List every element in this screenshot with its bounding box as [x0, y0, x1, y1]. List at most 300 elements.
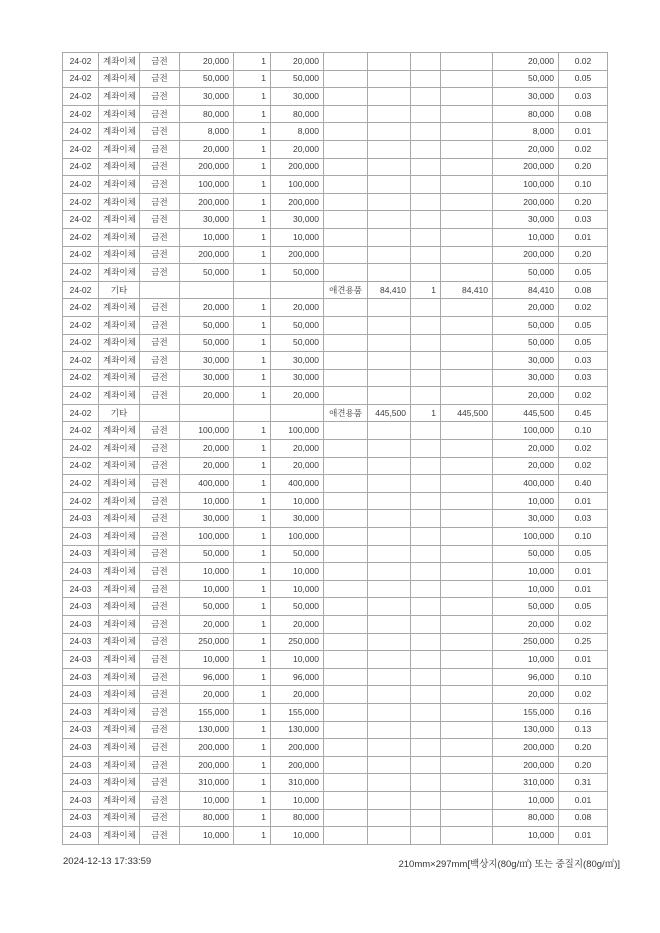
goods-unit-price-cell [368, 721, 411, 739]
month-cell: 24-02 [63, 440, 99, 458]
amount-cell: 30,000 [271, 369, 324, 387]
goods-unit-price-cell [368, 53, 411, 71]
total-amount-cell: 100,000 [493, 176, 559, 194]
unit-price-cell: 10,000 [180, 651, 234, 669]
item-type-cell: 금전 [140, 545, 180, 563]
goods-amount-cell [441, 316, 493, 334]
month-cell: 24-03 [63, 633, 99, 651]
amount-cell: 200,000 [271, 246, 324, 264]
table-row [63, 633, 608, 651]
goods-quantity-cell: 1 [411, 404, 441, 422]
item-type-cell: 금전 [140, 721, 180, 739]
goods-unit-price-cell [368, 299, 411, 317]
ratio-cell: 0.01 [559, 492, 608, 510]
ratio-cell: 0.02 [559, 457, 608, 475]
goods-name-cell [324, 686, 368, 704]
amount-cell: 50,000 [271, 316, 324, 334]
amount-cell: 20,000 [271, 457, 324, 475]
unit-price-cell: 250,000 [180, 633, 234, 651]
total-amount-cell: 200,000 [493, 158, 559, 176]
payment-method-cell: 계좌이체 [99, 440, 140, 458]
amount-cell: 155,000 [271, 703, 324, 721]
payment-method-cell: 계좌이체 [99, 721, 140, 739]
quantity-cell: 1 [234, 211, 271, 229]
quantity-cell: 1 [234, 528, 271, 546]
payment-method-cell: 계좌이체 [99, 176, 140, 194]
goods-name-cell: 애견용품 [324, 281, 368, 299]
table-row [63, 123, 608, 141]
ratio-cell: 0.03 [559, 510, 608, 528]
ratio-cell: 0.02 [559, 616, 608, 634]
item-type-cell: 금전 [140, 440, 180, 458]
total-amount-cell: 20,000 [493, 616, 559, 634]
goods-amount-cell [441, 739, 493, 757]
goods-unit-price-cell [368, 228, 411, 246]
ratio-cell: 0.05 [559, 264, 608, 282]
quantity-cell: 1 [234, 387, 271, 405]
item-type-cell: 금전 [140, 703, 180, 721]
goods-name-cell [324, 316, 368, 334]
item-type-cell: 금전 [140, 264, 180, 282]
goods-name-cell [324, 492, 368, 510]
total-amount-cell: 10,000 [493, 580, 559, 598]
goods-quantity-cell [411, 651, 441, 669]
quantity-cell: 1 [234, 475, 271, 493]
item-type-cell: 금전 [140, 422, 180, 440]
table-row [63, 528, 608, 546]
goods-amount-cell [441, 422, 493, 440]
month-cell: 24-03 [63, 809, 99, 827]
goods-amount-cell [441, 264, 493, 282]
goods-amount-cell [441, 580, 493, 598]
amount-cell: 250,000 [271, 633, 324, 651]
table-row [63, 827, 608, 845]
goods-amount-cell [441, 105, 493, 123]
item-type-cell: 금전 [140, 809, 180, 827]
goods-name-cell [324, 422, 368, 440]
month-cell: 24-02 [63, 123, 99, 141]
table-row [63, 334, 608, 352]
unit-price-cell: 155,000 [180, 703, 234, 721]
goods-unit-price-cell [368, 475, 411, 493]
quantity-cell: 1 [234, 563, 271, 581]
goods-unit-price-cell [368, 651, 411, 669]
goods-name-cell [324, 246, 368, 264]
quantity-cell: 1 [234, 703, 271, 721]
goods-name-cell: 애견용품 [324, 404, 368, 422]
item-type-cell: 금전 [140, 228, 180, 246]
amount-cell: 310,000 [271, 774, 324, 792]
goods-name-cell [324, 545, 368, 563]
unit-price-cell: 200,000 [180, 193, 234, 211]
table-row [63, 703, 608, 721]
total-amount-cell: 155,000 [493, 703, 559, 721]
month-cell: 24-02 [63, 387, 99, 405]
unit-price-cell: 30,000 [180, 369, 234, 387]
ratio-cell: 0.08 [559, 809, 608, 827]
table-row [63, 193, 608, 211]
unit-price-cell: 20,000 [180, 299, 234, 317]
goods-quantity-cell [411, 475, 441, 493]
goods-name-cell [324, 264, 368, 282]
amount-cell: 200,000 [271, 739, 324, 757]
quantity-cell: 1 [234, 580, 271, 598]
quantity-cell: 1 [234, 545, 271, 563]
item-type-cell: 금전 [140, 510, 180, 528]
goods-name-cell [324, 774, 368, 792]
item-type-cell: 금전 [140, 528, 180, 546]
payment-method-cell: 계좌이체 [99, 528, 140, 546]
unit-price-cell: 20,000 [180, 140, 234, 158]
item-type-cell: 금전 [140, 105, 180, 123]
unit-price-cell: 30,000 [180, 211, 234, 229]
quantity-cell: 1 [234, 140, 271, 158]
quantity-cell: 1 [234, 633, 271, 651]
month-cell: 24-02 [63, 140, 99, 158]
quantity-cell: 1 [234, 316, 271, 334]
payment-method-cell: 계좌이체 [99, 140, 140, 158]
quantity-cell: 1 [234, 334, 271, 352]
payment-method-cell: 계좌이체 [99, 510, 140, 528]
unit-price-cell: 20,000 [180, 440, 234, 458]
ratio-cell: 0.01 [559, 563, 608, 581]
item-type-cell: 금전 [140, 457, 180, 475]
goods-quantity-cell [411, 703, 441, 721]
unit-price-cell: 50,000 [180, 545, 234, 563]
goods-amount-cell [441, 528, 493, 546]
table-row [63, 211, 608, 229]
amount-cell: 130,000 [271, 721, 324, 739]
goods-amount-cell [441, 791, 493, 809]
goods-amount-cell [441, 475, 493, 493]
payment-method-cell: 계좌이체 [99, 598, 140, 616]
goods-name-cell [324, 105, 368, 123]
goods-quantity-cell [411, 228, 441, 246]
table-row [63, 686, 608, 704]
amount-cell: 30,000 [271, 352, 324, 370]
unit-price-cell: 200,000 [180, 158, 234, 176]
quantity-cell: 1 [234, 352, 271, 370]
total-amount-cell: 130,000 [493, 721, 559, 739]
month-cell: 24-02 [63, 211, 99, 229]
amount-cell: 20,000 [271, 387, 324, 405]
month-cell: 24-03 [63, 545, 99, 563]
total-amount-cell: 200,000 [493, 739, 559, 757]
amount-cell: 20,000 [271, 53, 324, 71]
goods-unit-price-cell [368, 422, 411, 440]
payment-method-cell: 계좌이체 [99, 88, 140, 106]
total-amount-cell: 20,000 [493, 686, 559, 704]
goods-quantity-cell [411, 721, 441, 739]
ratio-cell: 0.05 [559, 545, 608, 563]
goods-unit-price-cell: 445,500 [368, 404, 411, 422]
goods-quantity-cell [411, 211, 441, 229]
goods-amount-cell [441, 246, 493, 264]
quantity-cell: 1 [234, 492, 271, 510]
goods-unit-price-cell [368, 387, 411, 405]
payment-method-cell: 계좌이체 [99, 193, 140, 211]
paper-spec-label: 210mm×297mm[백상지(80g/㎡) 또는 중질지(80g/㎡)] [398, 859, 620, 870]
unit-price-cell: 10,000 [180, 580, 234, 598]
ratio-cell: 0.13 [559, 721, 608, 739]
quantity-cell: 1 [234, 686, 271, 704]
goods-amount-cell [441, 193, 493, 211]
item-type-cell: 금전 [140, 193, 180, 211]
ratio-cell: 0.08 [559, 281, 608, 299]
unit-price-cell: 400,000 [180, 475, 234, 493]
quantity-cell: 1 [234, 756, 271, 774]
goods-amount-cell [441, 774, 493, 792]
amount-cell: 400,000 [271, 475, 324, 493]
total-amount-cell: 100,000 [493, 528, 559, 546]
item-type-cell: 금전 [140, 158, 180, 176]
ratio-cell: 0.03 [559, 88, 608, 106]
goods-amount-cell [441, 492, 493, 510]
table-row [63, 140, 608, 158]
month-cell: 24-02 [63, 457, 99, 475]
amount-cell: 20,000 [271, 686, 324, 704]
goods-amount-cell [441, 88, 493, 106]
goods-name-cell [324, 334, 368, 352]
month-cell: 24-02 [63, 193, 99, 211]
goods-quantity-cell [411, 176, 441, 194]
item-type-cell: 금전 [140, 123, 180, 141]
table-row [63, 563, 608, 581]
unit-price-cell: 96,000 [180, 668, 234, 686]
total-amount-cell: 10,000 [493, 651, 559, 669]
month-cell: 24-02 [63, 316, 99, 334]
quantity-cell: 1 [234, 88, 271, 106]
goods-name-cell [324, 70, 368, 88]
unit-price-cell: 100,000 [180, 176, 234, 194]
goods-amount-cell [441, 616, 493, 634]
goods-amount-cell [441, 334, 493, 352]
item-type-cell: 금전 [140, 580, 180, 598]
month-cell: 24-03 [63, 686, 99, 704]
goods-name-cell [324, 809, 368, 827]
payment-method-cell: 계좌이체 [99, 703, 140, 721]
goods-name-cell [324, 158, 368, 176]
goods-unit-price-cell [368, 563, 411, 581]
goods-unit-price-cell [368, 545, 411, 563]
goods-unit-price-cell [368, 686, 411, 704]
table-row [63, 440, 608, 458]
quantity-cell [234, 404, 271, 422]
unit-price-cell: 50,000 [180, 598, 234, 616]
unit-price-cell: 310,000 [180, 774, 234, 792]
goods-amount-cell [441, 228, 493, 246]
total-amount-cell: 50,000 [493, 70, 559, 88]
goods-quantity-cell [411, 457, 441, 475]
item-type-cell: 금전 [140, 176, 180, 194]
quantity-cell: 1 [234, 246, 271, 264]
ratio-cell: 0.10 [559, 668, 608, 686]
total-amount-cell: 10,000 [493, 228, 559, 246]
goods-unit-price-cell [368, 580, 411, 598]
goods-name-cell [324, 387, 368, 405]
goods-unit-price-cell [368, 756, 411, 774]
unit-price-cell: 30,000 [180, 88, 234, 106]
quantity-cell: 1 [234, 721, 271, 739]
total-amount-cell: 100,000 [493, 422, 559, 440]
ratio-cell: 0.05 [559, 334, 608, 352]
item-type-cell [140, 404, 180, 422]
month-cell: 24-03 [63, 668, 99, 686]
total-amount-cell: 400,000 [493, 475, 559, 493]
ratio-cell: 0.01 [559, 651, 608, 669]
item-type-cell: 금전 [140, 70, 180, 88]
total-amount-cell: 200,000 [493, 193, 559, 211]
goods-quantity-cell [411, 440, 441, 458]
goods-unit-price-cell [368, 334, 411, 352]
goods-amount-cell [441, 563, 493, 581]
total-amount-cell: 80,000 [493, 105, 559, 123]
item-type-cell: 금전 [140, 352, 180, 370]
table-row [63, 457, 608, 475]
table-row [63, 246, 608, 264]
total-amount-cell: 445,500 [493, 404, 559, 422]
goods-quantity-cell [411, 756, 441, 774]
table-row [63, 387, 608, 405]
month-cell: 24-03 [63, 827, 99, 845]
month-cell: 24-02 [63, 422, 99, 440]
goods-name-cell [324, 53, 368, 71]
unit-price-cell [180, 281, 234, 299]
month-cell: 24-02 [63, 492, 99, 510]
total-amount-cell: 20,000 [493, 457, 559, 475]
ratio-cell: 0.20 [559, 739, 608, 757]
ratio-cell: 0.40 [559, 475, 608, 493]
table-row [63, 299, 608, 317]
table-row [63, 475, 608, 493]
quantity-cell: 1 [234, 105, 271, 123]
total-amount-cell: 310,000 [493, 774, 559, 792]
goods-unit-price-cell: 84,410 [368, 281, 411, 299]
goods-unit-price-cell [368, 176, 411, 194]
quantity-cell: 1 [234, 668, 271, 686]
item-type-cell: 금전 [140, 316, 180, 334]
total-amount-cell: 30,000 [493, 369, 559, 387]
total-amount-cell: 10,000 [493, 827, 559, 845]
month-cell: 24-03 [63, 563, 99, 581]
ratio-cell: 0.05 [559, 316, 608, 334]
total-amount-cell: 30,000 [493, 88, 559, 106]
goods-quantity-cell [411, 492, 441, 510]
goods-quantity-cell [411, 686, 441, 704]
payment-method-cell: 계좌이체 [99, 352, 140, 370]
total-amount-cell: 10,000 [493, 563, 559, 581]
ratio-cell: 0.01 [559, 228, 608, 246]
quantity-cell: 1 [234, 739, 271, 757]
unit-price-cell: 20,000 [180, 616, 234, 634]
table-row [63, 88, 608, 106]
amount-cell: 20,000 [271, 140, 324, 158]
table-row [63, 580, 608, 598]
ratio-cell: 0.01 [559, 827, 608, 845]
unit-price-cell: 10,000 [180, 791, 234, 809]
item-type-cell: 금전 [140, 598, 180, 616]
amount-cell: 30,000 [271, 211, 324, 229]
unit-price-cell: 200,000 [180, 246, 234, 264]
table-row [63, 53, 608, 71]
goods-name-cell [324, 352, 368, 370]
total-amount-cell: 20,000 [493, 387, 559, 405]
goods-amount-cell [441, 756, 493, 774]
month-cell: 24-02 [63, 299, 99, 317]
payment-method-cell: 계좌이체 [99, 228, 140, 246]
goods-quantity-cell [411, 264, 441, 282]
ratio-cell: 0.01 [559, 580, 608, 598]
payment-method-cell: 계좌이체 [99, 774, 140, 792]
goods-unit-price-cell [368, 316, 411, 334]
goods-quantity-cell [411, 633, 441, 651]
goods-amount-cell [441, 123, 493, 141]
payment-method-cell: 계좌이체 [99, 264, 140, 282]
quantity-cell: 1 [234, 598, 271, 616]
goods-unit-price-cell [368, 492, 411, 510]
goods-name-cell [324, 756, 368, 774]
ratio-cell: 0.02 [559, 140, 608, 158]
quantity-cell: 1 [234, 193, 271, 211]
table-row [63, 404, 608, 422]
quantity-cell [234, 281, 271, 299]
goods-quantity-cell [411, 140, 441, 158]
goods-quantity-cell [411, 422, 441, 440]
goods-quantity-cell [411, 352, 441, 370]
item-type-cell: 금전 [140, 633, 180, 651]
table-row [63, 668, 608, 686]
unit-price-cell [180, 404, 234, 422]
month-cell: 24-03 [63, 774, 99, 792]
month-cell: 24-03 [63, 756, 99, 774]
goods-quantity-cell [411, 158, 441, 176]
goods-name-cell [324, 369, 368, 387]
goods-amount-cell [441, 211, 493, 229]
amount-cell: 50,000 [271, 598, 324, 616]
goods-unit-price-cell [368, 352, 411, 370]
goods-amount-cell [441, 440, 493, 458]
amount-cell: 96,000 [271, 668, 324, 686]
ratio-cell: 0.10 [559, 422, 608, 440]
item-type-cell: 금전 [140, 774, 180, 792]
table-row [63, 176, 608, 194]
amount-cell: 10,000 [271, 228, 324, 246]
unit-price-cell: 50,000 [180, 334, 234, 352]
goods-amount-cell [441, 633, 493, 651]
item-type-cell: 금전 [140, 334, 180, 352]
quantity-cell: 1 [234, 369, 271, 387]
quantity-cell: 1 [234, 158, 271, 176]
goods-name-cell [324, 668, 368, 686]
total-amount-cell: 10,000 [493, 492, 559, 510]
table-row [63, 228, 608, 246]
goods-unit-price-cell [368, 510, 411, 528]
goods-unit-price-cell [368, 158, 411, 176]
goods-amount-cell [441, 158, 493, 176]
amount-cell: 10,000 [271, 580, 324, 598]
ratio-cell: 0.45 [559, 404, 608, 422]
month-cell: 24-03 [63, 580, 99, 598]
quantity-cell: 1 [234, 457, 271, 475]
total-amount-cell: 30,000 [493, 510, 559, 528]
total-amount-cell: 30,000 [493, 352, 559, 370]
goods-unit-price-cell [368, 70, 411, 88]
goods-name-cell [324, 528, 368, 546]
goods-quantity-cell [411, 774, 441, 792]
goods-quantity-cell [411, 316, 441, 334]
goods-quantity-cell [411, 545, 441, 563]
goods-unit-price-cell [368, 88, 411, 106]
